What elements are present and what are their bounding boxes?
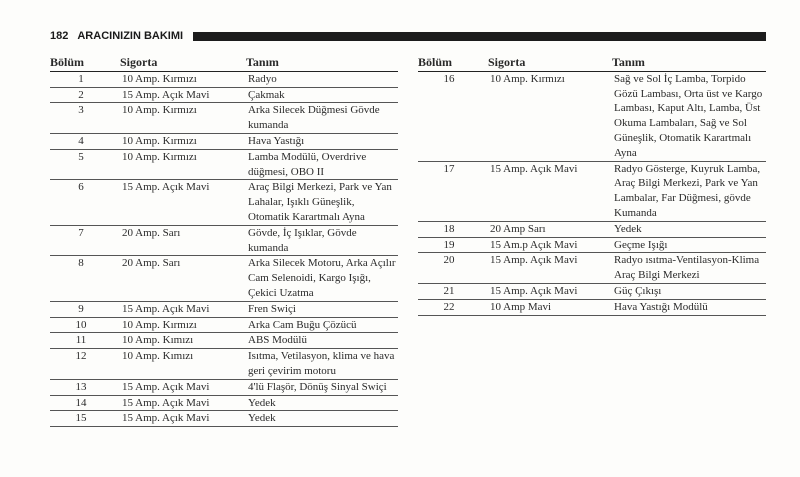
table-row [50,87,398,103]
description-cell: Yedek [246,411,398,427]
table-row [418,299,766,315]
fuse-cell: 10 Amp. Kırmızı [120,71,246,87]
table-row [418,71,766,161]
section-number-cell: 16 [418,71,488,161]
header-section: Bölüm [50,55,120,71]
section-number-cell: 19 [418,237,488,253]
fuse-cell: 20 Amp Sarı [488,221,612,237]
table-row [50,317,398,333]
description-cell: Güç Çıkışı [612,283,766,299]
fuse-cell: 15 Amp. Açık Mavi [120,180,246,225]
section-number-cell: 6 [50,180,120,225]
description-cell: Yedek [612,221,766,237]
section-number-cell: 1 [50,71,120,87]
section-number-cell: 7 [50,225,120,256]
table-row [50,149,398,180]
description-cell: Radyo [246,71,398,87]
section-number-cell: 21 [418,283,488,299]
table-row [418,221,766,237]
fuse-cell: 20 Amp. Sarı [120,225,246,256]
description-cell: 4'lü Flaşör, Dönüş Sinyal Swiçi [246,379,398,395]
section-number-cell: 2 [50,87,120,103]
description-cell: Arka Cam Buğu Çözücü [246,317,398,333]
description-cell: Hava Yastığı [246,133,398,149]
fuse-cell: 15 Amp. Açık Mavi [488,283,612,299]
section-title: ARACINIZIN BAKIMI [77,30,184,42]
fuse-cell: 15 Amp. Açık Mavi [120,411,246,427]
fuse-cell: 15 Amp. Açık Mavi [120,395,246,411]
description-cell: Araç Bilgi Merkezi, Park ve Yan Lahalar, Işıklı Güneşlik, Otomatik Karartmalı Ayna [246,180,398,225]
section-number-cell: 5 [50,149,120,180]
fuse-cell: 15 Amp. Açık Mavi [488,161,612,221]
table-header-row [418,55,766,71]
section-number-cell: 11 [50,333,120,349]
fuse-cell: 10 Amp. Kırmızı [120,133,246,149]
description-cell: Sağ ve Sol İç Lamba, Torpido Gözü Lambası, Orta üst ve Kargo Lambası, Kaput Altı, Lamba, Üst Okuma Lambaları, Sağ ve Sol Güneşlik, Otomatik Karartmalı Ayna [612,71,766,161]
section-number-cell: 8 [50,256,120,301]
fuse-cell: 10 Amp. Kımızı [120,349,246,380]
description-cell: Geçme Işığı [612,237,766,253]
description-cell: Arka Silecek Düğmesi Gövde kumanda [246,103,398,134]
description-cell: Hava Yastığı Modülü [612,299,766,315]
table-row [50,71,398,87]
header-fuse: Sigorta [488,55,612,71]
description-cell: Lamba Modülü, Overdrive düğmesi, OBO II [246,149,398,180]
table-row [50,301,398,317]
table-row [50,411,398,427]
section-number-cell: 22 [418,299,488,315]
section-number-cell: 17 [418,161,488,221]
header-fuse: Sigorta [120,55,246,71]
table-row [418,237,766,253]
description-cell: Isıtma, Vetilasyon, klima ve hava geri çevirim motoru [246,349,398,380]
description-cell: Gövde, İç Işıklar, Gövde kumanda [246,225,398,256]
fuse-cell: 10 Amp Mavi [488,299,612,315]
table-row [50,379,398,395]
fuse-cell: 15 Amp. Açık Mavi [488,253,612,284]
section-number-cell: 12 [50,349,120,380]
page-number: 182 [50,30,69,42]
section-number-cell: 15 [50,411,120,427]
section-number-cell: 18 [418,221,488,237]
table-row [50,333,398,349]
table-row [50,133,398,149]
header-description: Tanım [246,55,398,71]
table-row [418,161,766,221]
description-cell: Yedek [246,395,398,411]
description-cell: Arka Silecek Motoru, Arka Açılır Cam Selenoidi, Kargo Işığı, Çekici Uzatma [246,256,398,301]
section-number-cell: 3 [50,103,120,134]
table-row [418,283,766,299]
fuse-cell: 20 Amp. Sarı [120,256,246,301]
description-cell: Radyo Gösterge, Kuyruk Lamba, Araç Bilgi Merkezi, Park ve Yan Lambalar, Far Düğmesi, gövde Kumanda [612,161,766,221]
fuse-cell: 15 Amp. Açık Mavi [120,87,246,103]
section-number-cell: 9 [50,301,120,317]
table-row [50,103,398,134]
table-row [50,349,398,380]
description-cell: Fren Swiçi [246,301,398,317]
table-row [50,180,398,225]
fuse-cell: 15 Am.p Açık Mavi [488,237,612,253]
table-row [50,225,398,256]
header-description: Tanım [612,55,766,71]
section-number-cell: 20 [418,253,488,284]
section-number-cell: 4 [50,133,120,149]
header-rule [193,32,766,41]
section-number-cell: 10 [50,317,120,333]
fuse-cell: 10 Amp. Kırmızı [488,71,612,161]
section-number-cell: 13 [50,379,120,395]
fuse-cell: 10 Amp. Kırmızı [120,149,246,180]
header-section: Bölüm [418,55,488,71]
fuse-cell: 10 Amp. Kırmızı [120,103,246,134]
section-number-cell: 14 [50,395,120,411]
fuse-cell: 15 Amp. Açık Mavi [120,379,246,395]
fuse-table-left [50,55,398,427]
fuse-cell: 10 Amp. Kırmızı [120,317,246,333]
table-row [418,253,766,284]
page-header [50,29,766,43]
description-cell: ABS Modülü [246,333,398,349]
fuse-table-right [418,55,766,316]
fuse-cell: 10 Amp. Kımızı [120,333,246,349]
table-row [50,395,398,411]
table-row [50,256,398,301]
table-header-row [50,55,398,71]
description-cell: Çakmak [246,87,398,103]
fuse-cell: 15 Amp. Açık Mavi [120,301,246,317]
description-cell: Radyo ısıtma-Ventilasyon-Klima Araç Bilgi Merkezi [612,253,766,284]
